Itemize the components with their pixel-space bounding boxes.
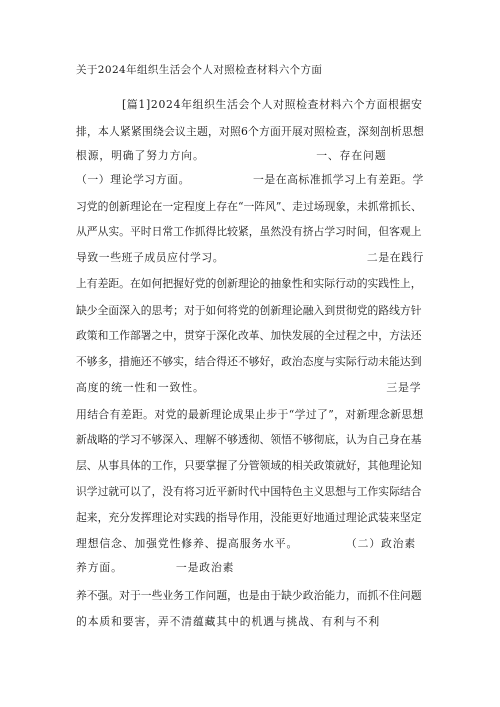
body-line-14: 新战略的学习不够深入、理解不够透彻、领悟不够彻底，认为自己身在基 [76, 433, 422, 446]
body-line-11: 不够多，措施还不够实，结合得还不够好，政治态度与实际行动未能达到 [76, 355, 422, 368]
body-line-5: 习党的创新理论在一定程度上存在“一阵风”、走过场现象，未抓常抓长、 [76, 200, 422, 213]
body-line-17: 起来，充分发挥理论对实践的指导作用，没能更好地通过理论武装来坚定 [76, 511, 422, 524]
body-line-2: 排，本人紧紧围绕会议主题，对照6个方面开展对照检查，深刻剖析思想 [76, 125, 424, 138]
body-line-16: 识学过就可以了，没有将习近平新时代中国特色主义思想与工作实际结合 [76, 485, 422, 498]
body-line-3: 根源，明确了努力方向。 一、存在问题 [76, 149, 387, 162]
body-line-1: [篇1]2024年组织生活会个人对照检查材料六个方面根据安 [76, 98, 423, 111]
body-line-9: 缺少全面深入的思考；对于如何将党的创新理论融入到贯彻党的路线方针 [76, 304, 422, 317]
body-line-4: （一）理论学习方面。 一是在高标准抓学习上有差距。学 [76, 173, 424, 186]
body-line-19: 养方面。 一是政治素 [76, 561, 235, 574]
body-line-6: 从严从实。平时日常工作抓得比较紧，虽然没有挤占学习时间，但客观上 [76, 225, 422, 238]
body-line-8: 上有差距。在如何把握好党的创新理论的抽象性和实际行动的实践性上， [76, 277, 422, 290]
body-line-10: 政策和工作部署之中，贯穿于深化改革、加快发展的全过程之中，方法还 [76, 329, 422, 342]
body-line-20: 养不强。对于一些业务工作问题，也是由于缺少政治能力，而抓不住问题 [76, 589, 422, 602]
body-line-15: 层、从事具体的工作，只要掌握了分管领域的相关政策就好，其他理论知 [76, 459, 422, 472]
body-line-7: 导致一些班子成员应付学习。 二是在践行 [76, 251, 424, 264]
body-line-13: 用结合有差距。对党的最新理论成果止步于“学过了”，对新理念新思想 [76, 408, 424, 421]
body-line-18: 理想信念、加强党性修养、提高服务水平。 （二）政治素 [76, 537, 417, 550]
body-line-21: 的本质和要害，弄不清蕴藏其中的机遇与挑战、有利与不利 [76, 615, 381, 628]
body-line-12: 高度的统一性和一致性。 三是学 [76, 381, 422, 394]
document-title: 关于2024年组织生活会个人对照检查材料六个方面 [76, 64, 323, 76]
